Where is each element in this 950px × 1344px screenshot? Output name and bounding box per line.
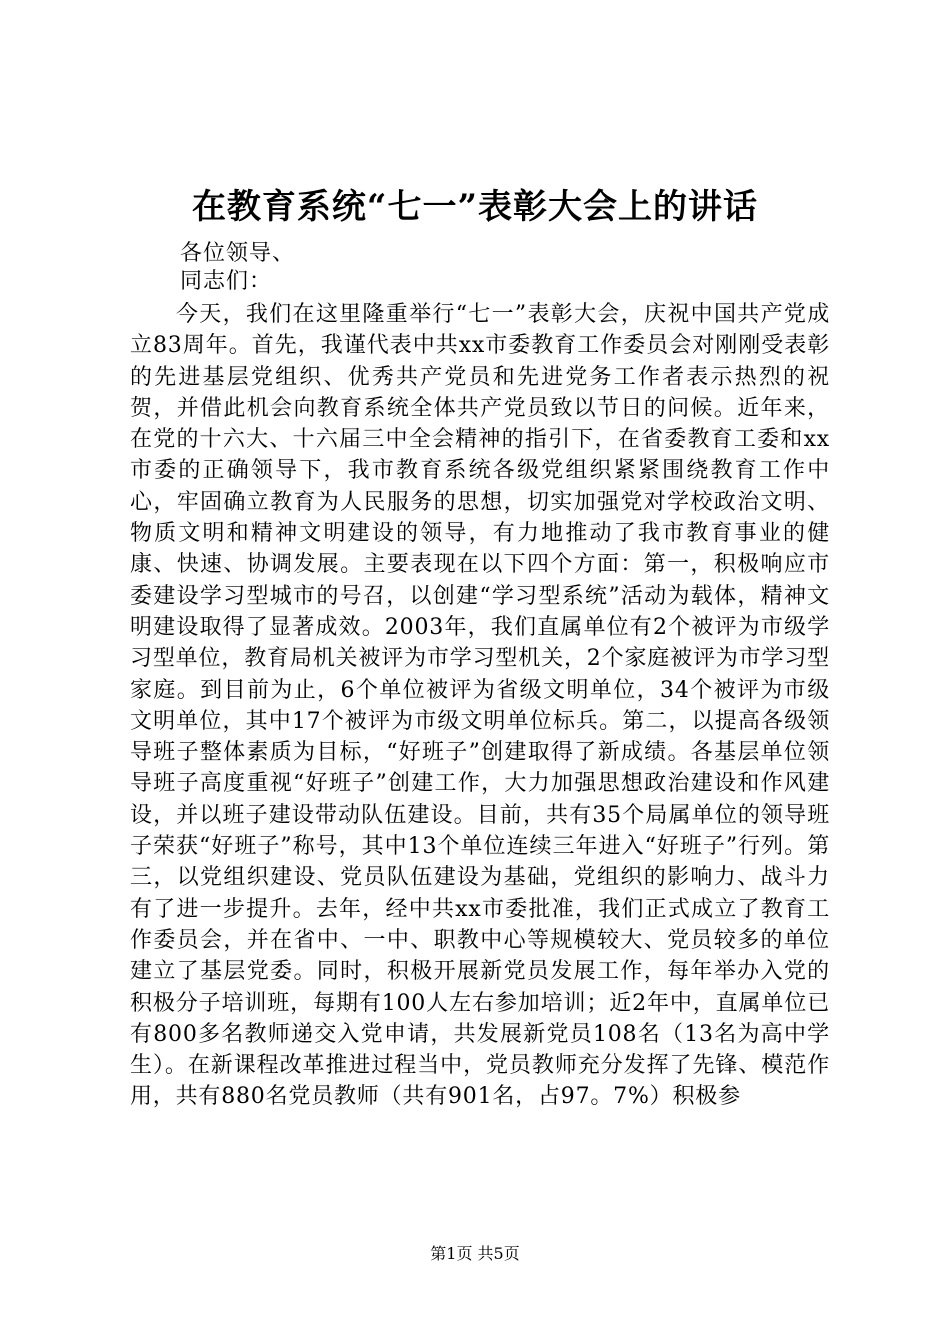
- page-indicator: 第1页 共5页: [430, 1244, 520, 1263]
- document-title: 在教育系统“七一”表彰大会上的讲话: [191, 187, 759, 227]
- speech-paragraph: 今天，我们在这里隆重举行“七一”表彰大会，庆祝中国共产党成立83周年。首先，我谨代表中共xx市委教育工作委员会对刚刚受表彰的先进基层党组织、优秀共产党员和先进党务工作者表示热烈的祝贺，并借此机会向教育系统全体共产党员致以节日的问候。近年来，在党的十六大、十六届三中全会精神的指引下，在省委教育工委和xx市委的正确领导下，我市教育系统各级党组织紧紧围绕教育工作中心，牢固确立教育为人民服务的思想，切实加强党对学校政治文明、物质文明和精神文明建设的领导，有力地推动了我市教育事业的健康、快速、协调发展。主要表现在以下四个方面：第一，积极响应市委建设学习型城市的号召，以创建“学习型系统”活动为载体，精神文明建设取得了显著成效。2003年，我们直属单位有2个被评为市级学习型单位，教育局机关被评为市学习型机关，2个家庭被评为市学习型家庭。到目前为止，6个单位被评为省级文明单位，34个被评为市级文明单位，其中17个被评为市级文明单位标兵。第二，以提高各级领导班子整体素质为目标，“好班子”创建取得了新成绩。各基层单位领导班子高度重视“好班子”创建工作，大力加强思想政治建设和作风建设，并以班子建设带动队伍建设。目前，共有35个局属单位的领导班子荣获“好班子”称号，其中13个单位连续三年进入“好班子”行列。第三，以党组织建设、党员队伍建设为基础，党组织的影响力、战斗力有了进一步提升。去年，经中共xx市委批准，我们正式成立了教育工作委员会，并在省中、一中、职教中心等规模较大、党员较多的单位建立了基层党委。同时，积极开展新党员发展工作，每年举办入党的积极分子培训班，每期有100人左右参加培训；近2年中，直属单位已有800多名教师递交入党申请，共发展新党员108名（13名为高中学生）。在新课程改革推进过程当中，党员教师充分发挥了先锋、模范作用，共有880名党员教师（共有901名，占97。7%）积极参: [130, 302, 830, 1110]
- greeting-comrades: 同志们：: [180, 269, 273, 294]
- greeting-leaders: 各位领导、: [180, 241, 296, 266]
